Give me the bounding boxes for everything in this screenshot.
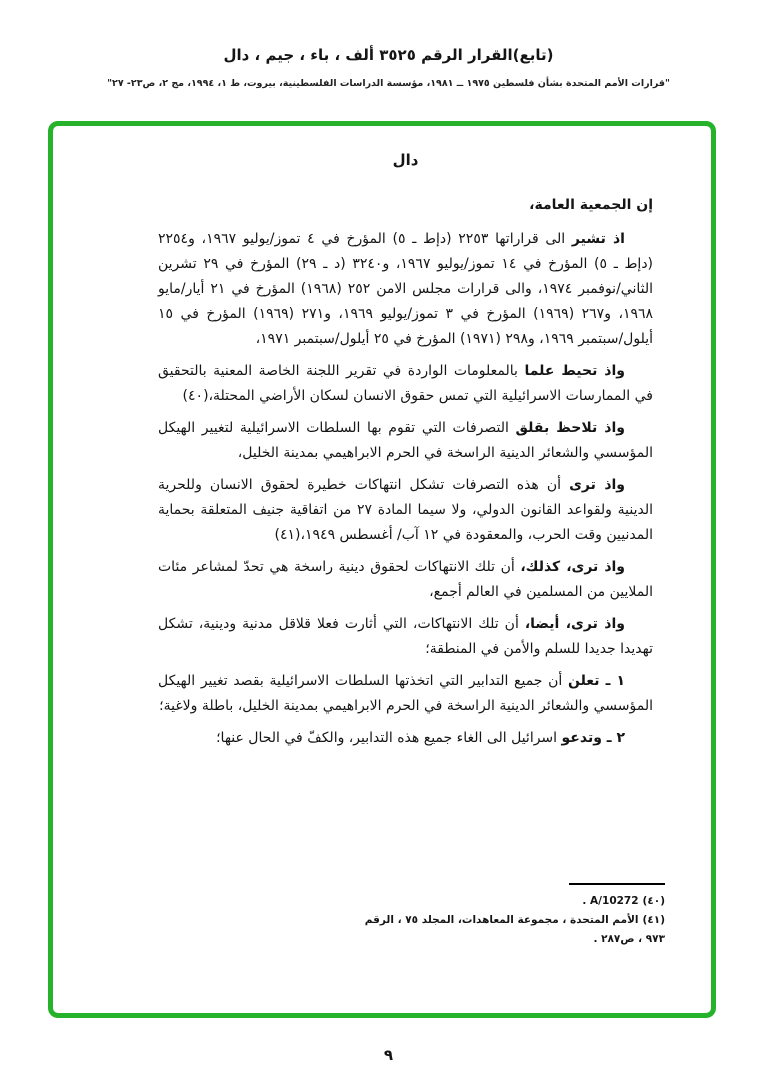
paragraph-lead: تعلن: [567, 673, 600, 689]
paragraph-lead: اذ تشير: [571, 231, 625, 247]
paragraph-text: أن هذه التصرفات تشكل انتهاكات خطيرة لحقوق الانسان وللحرية الدينية ولقواعد القانون الدولي، ولا سيما المادة ٢٧ من اتفاقية جنيف المتعلقة بحماية المدنيين وقت الحرب، والمعقودة في ١٢ آب/ أغسطس ١٩٤٩،(٤١): [158, 477, 653, 543]
header-title: (تابع)القرار الرقم ٣٥٢٥ ألف ، باء ، جيم ، دال: [223, 46, 554, 64]
paragraph: [158, 359, 653, 409]
paragraph-number: ٢ ـ: [601, 730, 625, 746]
paragraph-text: أن تلك الانتهاكات، التي أثارت فعلا قلاقل مدنية ودينية، تشكل تهديدا جديدا للسلم والأمن في المنطقة؛: [158, 616, 653, 657]
header-source: "قرارات الأمم المتحدة بشأن فلسطين ١٩٧٥ ــ ١٩٨١، مؤسسة الدراسات الفلسطينية، بيروت، ط ١، ١٩٩٤، مج ٢، ص٢٣- ٢٧": [107, 78, 670, 89]
paragraph-lead: واذ تحيط علما: [524, 363, 625, 379]
paragraph: [158, 227, 653, 352]
paragraph-text: اسرائيل الى الغاء جميع هذه التدابير، والكفّ في الحال عنها؛: [216, 730, 562, 746]
footnote-divider: [569, 883, 665, 885]
paragraph-lead: وتدعو: [561, 730, 602, 746]
paragraph-text: أن جميع التدابير التي اتخذتها السلطات الاسرائيلية بقصد تغيير الهيكل المؤسسي والشعائر الدينية الراسخة في الحرم الابراهيمي بمدينة الخليل، باطلة ولاغية؛: [158, 673, 653, 714]
paragraph-lead: إن الجمعية العامة،: [529, 197, 653, 213]
paragraph: [158, 555, 653, 605]
footnotes: [347, 883, 665, 949]
paragraph-text: التصرفات التي تقوم بها السلطات الاسرائيلية لتغيير الهيكل المؤسسي والشعائر الدينية الراسخة في الحرم الابراهيمي بمدينة الخليل،: [158, 420, 653, 461]
paragraph-number: ١ ـ: [599, 673, 625, 689]
paragraph-text: بالمعلومات الواردة في تقرير اللجنة الخاصة المعنية بالتحقيق في الممارسات الاسرائيلية التي تمس حقوق الانسان لسكان الأراضي المحتلة،(٤٠): [158, 363, 653, 404]
paragraph-lead: واذ ترى، كذلك،: [520, 559, 625, 575]
page-number: ٩: [383, 1046, 394, 1064]
paragraph-opening: [158, 193, 653, 218]
content-frame: [48, 121, 716, 1018]
paragraph: [158, 726, 653, 751]
footnote-label: (٤١): [642, 914, 665, 926]
footnote-text: الأمم المتحدة ، مجموعة المعاهدات، المجلد ٧٥ ، الرقم ٩٧٣ ، ص٢٨٧ .: [364, 914, 665, 945]
page-header: [0, 46, 777, 89]
paragraph-lead: واذ تلاحظ بقلق: [515, 420, 625, 436]
footnote-text: A/10272 .: [582, 895, 639, 907]
footnote: [347, 911, 665, 949]
paragraph: [158, 612, 653, 662]
footnote: [347, 892, 665, 911]
paragraph-lead: واذ ترى، أيضا،: [524, 616, 625, 632]
resolution-body: [53, 126, 711, 751]
paragraph-text: الى قراراتها ٢٢٥٣ (دإط ـ ٥) المؤرخ في ٤ تموز/يوليو ١٩٦٧، و٢٢٥٤ (دإط ـ ٥) المؤرخ في ١٤ تموز/يوليو ١٩٦٧، و٣٢٤٠ (د ـ ٢٩) المؤرخ في ٢٩ تشرين الثاني/نوفمبر ١٩٧٤، والى قرارات مجلس الامن ٢٥٢ (١٩٦٨) المؤرخ في ٢١ أيار/مايو ١٩٦٨، و٢٦٧ (١٩٦٩) المؤرخ في ٣ تموز/يوليو ١٩٦٩، و٢٧١ (١٩٦٩) المؤرخ في ١٥ أيلول/سبتمبر ١٩٦٩، و٢٩٨ (١٩٧١) المؤرخ في ٢٥ أيلول/سبتمبر ١٩٧١،: [158, 231, 654, 347]
paragraph-text: أن تلك الانتهاكات لحقوق دينية راسخة هي تحدّ لمشاعر مئات الملايين من المسلمين في العالم أجمع،: [158, 559, 653, 600]
paragraph-lead: واذ ترى: [569, 477, 626, 493]
paragraph: [158, 416, 653, 466]
footnote-label: (٤٠): [642, 895, 665, 907]
paragraph: [158, 669, 653, 719]
paragraph: [158, 473, 653, 548]
section-title: دال: [392, 151, 419, 169]
